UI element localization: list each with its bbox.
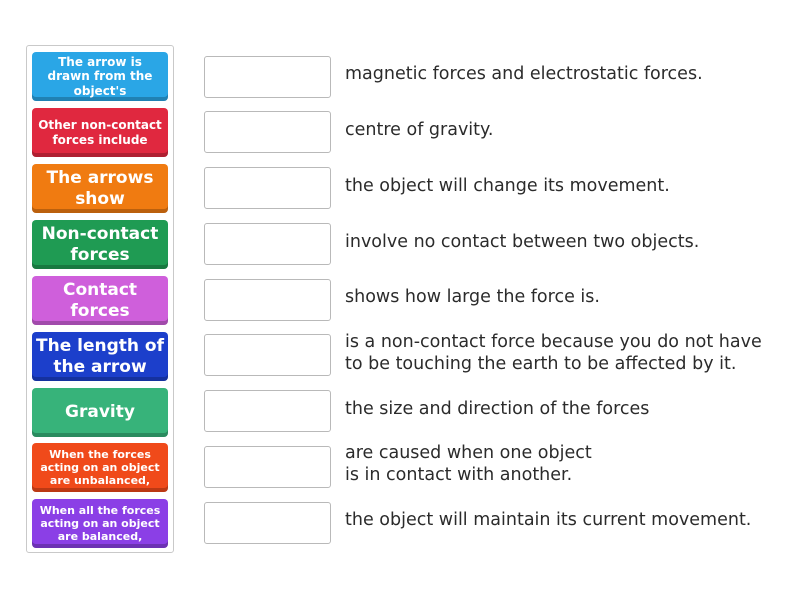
tile-label: Non-contact forces <box>41 224 159 265</box>
drop-zone-3[interactable] <box>204 167 331 209</box>
tile-gravity[interactable] <box>32 388 168 437</box>
drop-zone-8[interactable] <box>204 446 331 488</box>
tile-other-non-contact[interactable] <box>32 108 168 157</box>
answer-text-6: is a non-contact force because you do not have to be touching the earth to be affected by it. <box>345 332 762 374</box>
drop-zone-1[interactable] <box>204 56 331 98</box>
answer-text-2: centre of gravity. <box>345 120 494 140</box>
tile-label: The arrows show <box>46 168 154 209</box>
answer-text-7: the size and direction of the forces <box>345 399 650 419</box>
tile-non-contact-forces[interactable] <box>32 220 168 269</box>
answer-text-8: are caused when one object is in contact with another. <box>345 443 592 485</box>
tile-arrow-drawn[interactable] <box>32 52 168 101</box>
tile-label: When all the forces acting on an object are balanced, <box>39 503 161 544</box>
answer-text-4: involve no contact between two objects. <box>345 232 700 252</box>
drop-zone-6[interactable] <box>204 334 331 376</box>
tile-arrows-show[interactable] <box>32 164 168 213</box>
drop-zone-5[interactable] <box>204 279 331 321</box>
tile-label: When the forces acting on an object are unbalanced, <box>40 447 160 488</box>
tile-label: The arrow is drawn from the object's <box>47 54 153 98</box>
drop-zone-4[interactable] <box>204 223 331 265</box>
drop-zone-2[interactable] <box>204 111 331 153</box>
answer-text-9: the object will maintain its current movement. <box>345 510 752 530</box>
answer-text-5: shows how large the force is. <box>345 287 600 307</box>
tile-label: Other non-contact forces include <box>38 118 162 147</box>
tile-label: Gravity <box>65 402 135 423</box>
drop-zone-9[interactable] <box>204 502 331 544</box>
answer-text-3: the object will change its movement. <box>345 176 670 196</box>
tile-forces-unbalanced[interactable] <box>32 443 168 492</box>
answer-text-1: magnetic forces and electrostatic forces. <box>345 64 703 84</box>
tile-label: Contact forces <box>62 280 138 321</box>
tile-contact-forces[interactable] <box>32 276 168 325</box>
tile-label: The length of the arrow <box>36 336 164 377</box>
tile-forces-balanced[interactable] <box>32 499 168 548</box>
drop-zone-7[interactable] <box>204 390 331 432</box>
tile-length-of-arrow[interactable] <box>32 332 168 381</box>
